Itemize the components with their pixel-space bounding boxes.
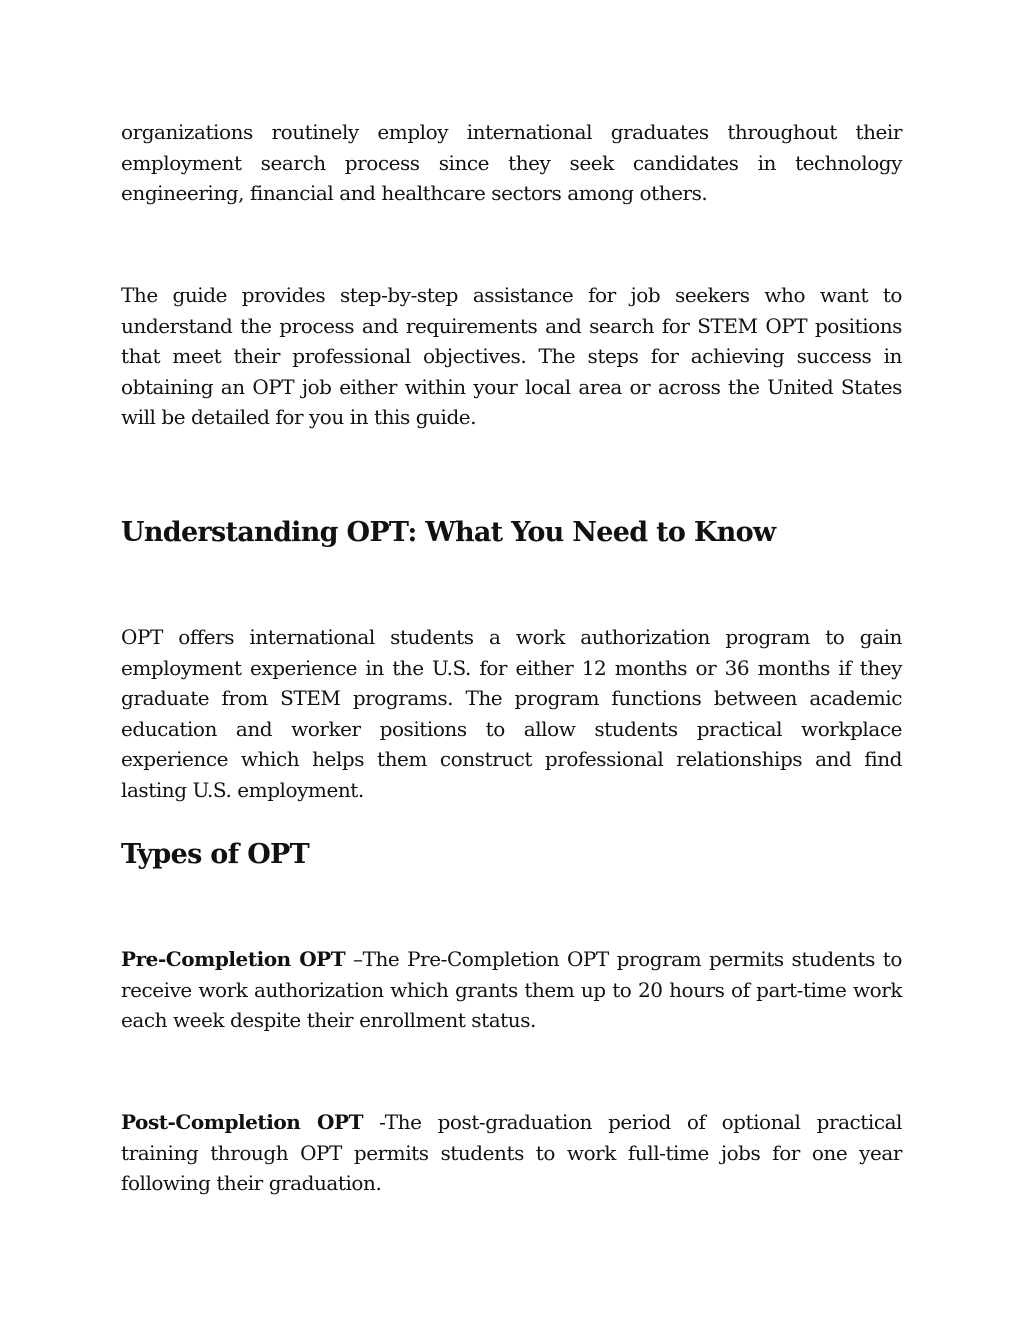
post-completion-term: Post-Completion OPT bbox=[121, 1110, 364, 1134]
intro-paragraph-block bbox=[121, 117, 902, 209]
pre-completion-description: –The Pre-Completion OPT program permits students to receive work authorization which grants them up to 20 hours of part-time work each week despite their enrollment status. bbox=[121, 947, 902, 1033]
intro-paragraph: organizations routinely employ international graduates throughout their employment search process since they seek candidates in technology engineering, financial and healthcare sectors among others. bbox=[121, 120, 902, 206]
guide-overview-paragraph: The guide provides step-by-step assistance for job seekers who want to understand the process and requirements and search for STEM OPT positions that meet their professional objectives. The steps for achieving success in obtaining an OPT job either within your local area or across the United States will be detailed for you in this guide. bbox=[121, 283, 902, 430]
types-heading-block bbox=[121, 838, 902, 872]
opt-definition-paragraph: OPT offers international students a work authorization program to gain employment experience in the U.S. for either 12 months or 36 months if they graduate from STEM programs. The program functions between academic education and worker positions to allow students practical workplace experience which helps them construct professional relationships and find lasting U.S. employment. bbox=[121, 625, 902, 802]
post-completion-paragraph bbox=[121, 1107, 902, 1199]
post-completion-block bbox=[121, 1107, 902, 1199]
understanding-opt-heading: Understanding OPT: What You Need to Know bbox=[121, 517, 776, 548]
pre-completion-paragraph bbox=[121, 944, 902, 1036]
pre-completion-term: Pre-Completion OPT bbox=[121, 947, 346, 971]
pre-completion-block bbox=[121, 944, 902, 1036]
post-completion-description: -The post-graduation period of optional practical training through OPT permits students to work full-time jobs for one year following their graduation. bbox=[121, 1110, 902, 1196]
guide-overview-block bbox=[121, 280, 902, 433]
opt-definition-block bbox=[121, 622, 902, 806]
types-of-opt-heading: Types of OPT bbox=[121, 839, 310, 870]
understanding-heading-block bbox=[121, 516, 902, 550]
